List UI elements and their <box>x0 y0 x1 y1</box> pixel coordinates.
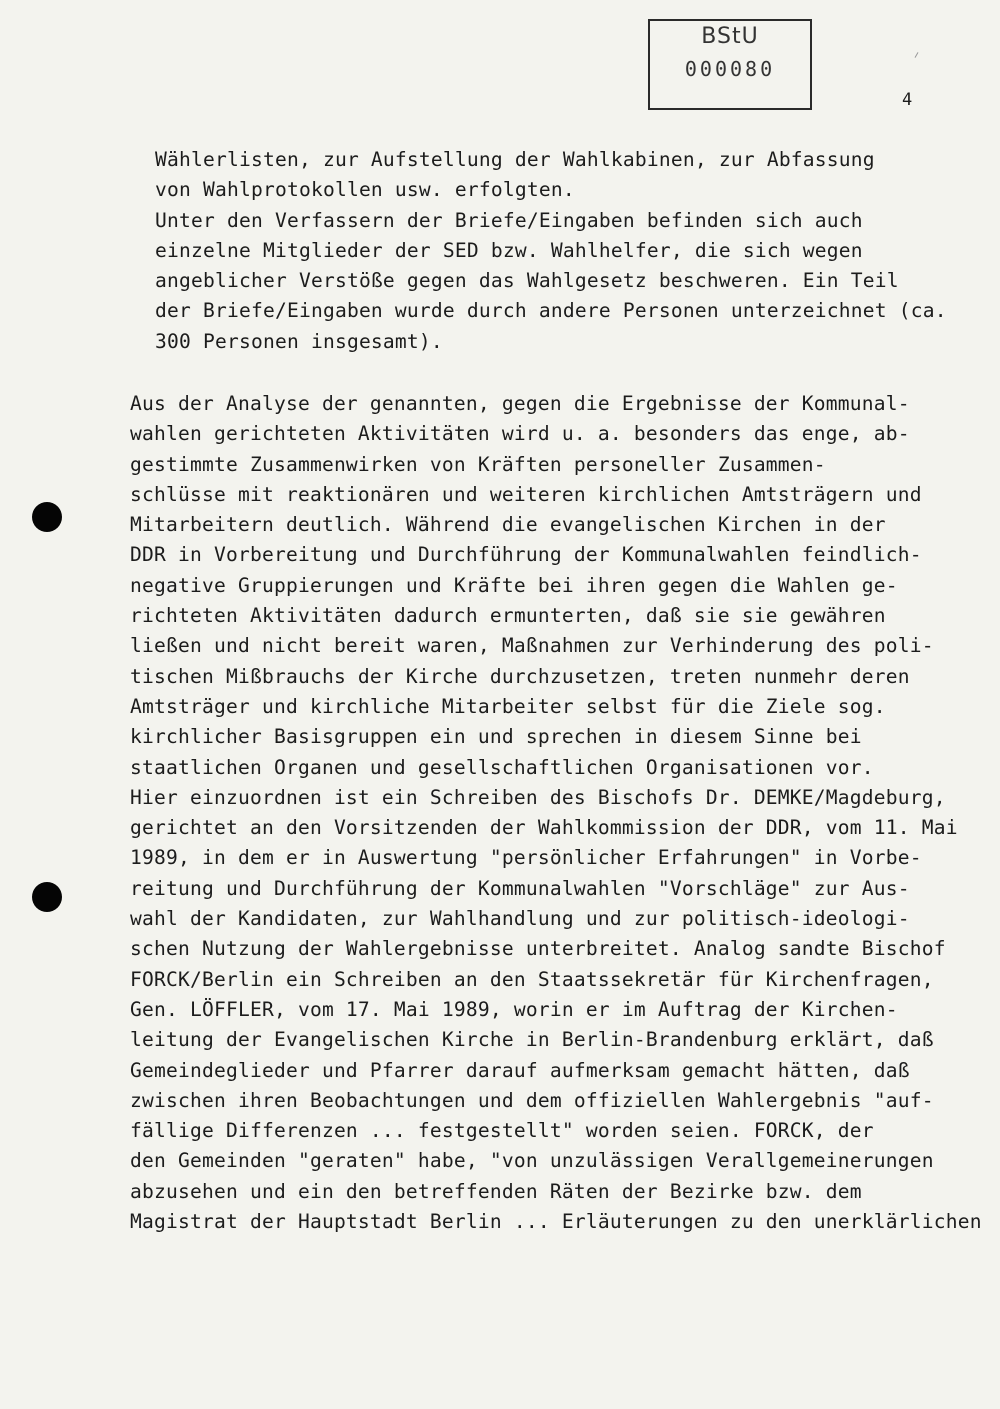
text-line: einzelne Mitglieder der SED bzw. Wahlhelfer, die sich wegen <box>155 238 863 262</box>
text-line: angeblicher Verstöße gegen das Wahlgesetz beschweren. Ein Teil <box>155 269 899 293</box>
text-line: schlüsse mit reaktionären und weiteren kirchlichen Amtsträgern und <box>130 482 922 506</box>
text-line: richteten Aktivitäten dadurch ermunterten, daß sie sie gewähren <box>130 604 886 628</box>
text-line: abzusehen und ein den betreffenden Räten der Bezirke bzw. dem <box>130 1179 862 1203</box>
page-number: 4 <box>902 90 913 110</box>
text-line: 300 Personen insgesamt). <box>155 329 443 353</box>
text-line: kirchlicher Basisgruppen ein und sprechen in diesem Sinne bei <box>130 725 862 749</box>
paragraph-analysis <box>130 389 982 1237</box>
text-line: wahl der Kandidaten, zur Wahlhandlung und zur politisch-ideologi- <box>130 907 910 931</box>
text-line: Aus der Analyse der genannten, gegen die Ergebnisse der Kommunal- <box>130 392 910 415</box>
paper-mark <box>915 52 919 58</box>
text-line: reitung und Durchführung der Kommunalwahlen "Vorschläge" zur Aus- <box>130 876 910 900</box>
text-line: negative Gruppierungen und Kräfte bei ihren gegen die Wahlen ge- <box>130 573 898 597</box>
text-line: schen Nutzung der Wahlergebnisse unterbreitet. Analog sandte Bischof <box>130 937 946 961</box>
text-line: tischen Mißbrauchs der Kirche durchzusetzen, treten nunmehr deren <box>130 664 910 688</box>
punch-hole <box>32 502 62 532</box>
paragraph-continuation <box>155 145 947 357</box>
text-line: Gemeindeglieder und Pfarrer darauf aufmerksam gemacht hätten, daß <box>130 1058 910 1082</box>
text-line: den Gemeinden "geraten" habe, "von unzulässigen Verallgemeinerungen <box>130 1149 934 1173</box>
text-line: Mitarbeitern deutlich. Während die evangelischen Kirchen in der <box>130 513 886 537</box>
text-line: gerichtet an den Vorsitzenden der Wahlkommission der DDR, vom 11. Mai <box>130 816 958 840</box>
text-line: leitung der Evangelischen Kirche in Berlin-Brandenburg erklärt, daß <box>130 1028 934 1052</box>
text-line: ließen und nicht bereit waren, Maßnahmen zur Verhinderung des poli- <box>130 634 934 658</box>
text-line: staatlichen Organen und gesellschaftlichen Organisationen vor. <box>130 755 874 779</box>
text-line: Magistrat der Hauptstadt Berlin ... Erläuterungen zu den unerklärlichen <box>130 1210 982 1234</box>
stamp-document-number: 000080 <box>684 57 776 81</box>
text-line: gestimmte Zusammenwirken von Kräften personeller Zusammen- <box>130 452 826 476</box>
archive-stamp <box>648 19 812 110</box>
text-line: wahlen gerichteten Aktivitäten wird u. a. besonders das enge, ab- <box>130 422 910 446</box>
text-line: Gen. LÖFFLER, vom 17. Mai 1989, worin er im Auftrag der Kirchen- <box>130 997 898 1021</box>
text-line: Unter den Verfassern der Briefe/Eingaben befinden sich auch <box>155 208 863 232</box>
text-line: DDR in Vorbereitung und Durchführung der Kommunalwahlen feindlich- <box>130 543 922 567</box>
text-line: zwischen ihren Beobachtungen und dem offiziellen Wahlergebnis "auf- <box>130 1088 934 1112</box>
text-line: FORCK/Berlin ein Schreiben an den Staatssekretär für Kirchenfragen, <box>130 967 934 991</box>
text-line: fällige Differenzen ... festgestellt" worden seien. FORCK, der <box>130 1119 874 1143</box>
text-line: von Wahlprotokollen usw. erfolgten. <box>155 178 575 202</box>
text-line: 1989, in dem er in Auswertung "persönlicher Erfahrungen" in Vorbe- <box>130 846 922 870</box>
punch-hole <box>32 882 62 912</box>
stamp-archive-label: BStU <box>701 24 759 49</box>
text-line: Amtsträger und kirchliche Mitarbeiter selbst für die Ziele sog. <box>130 694 886 718</box>
text-line: der Briefe/Eingaben wurde durch andere Personen unterzeichnet (ca. <box>155 299 947 323</box>
text-line: Wählerlisten, zur Aufstellung der Wahlkabinen, zur Abfassung <box>155 148 875 171</box>
text-line: Hier einzuordnen ist ein Schreiben des Bischofs Dr. DEMKE/Magdeburg, <box>130 785 946 809</box>
